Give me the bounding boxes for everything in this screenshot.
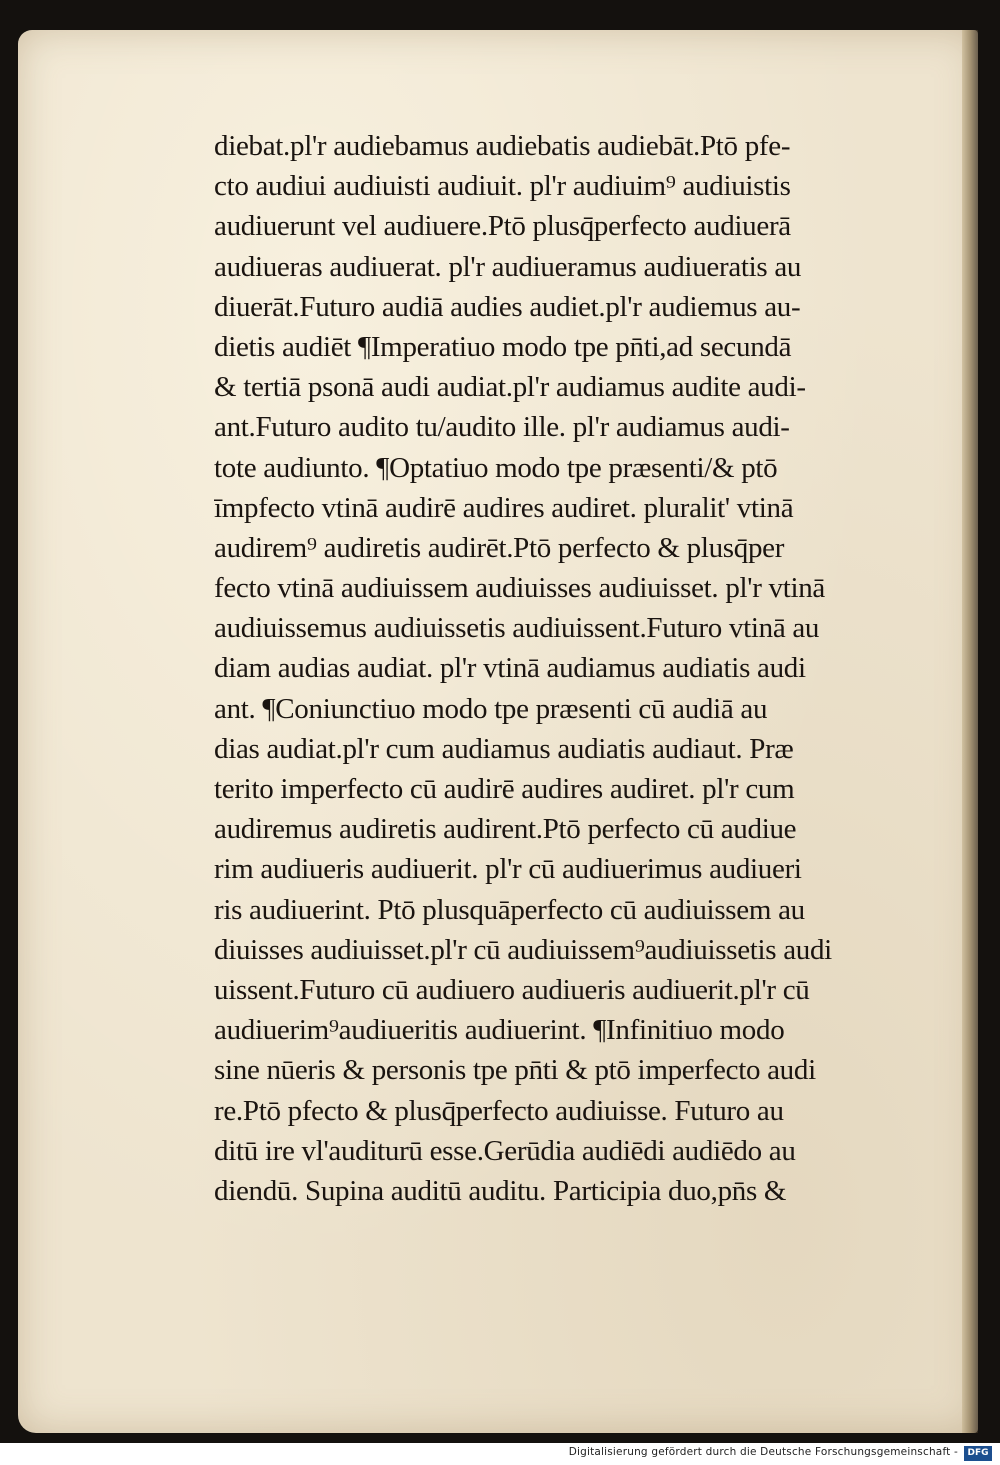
text-line: audiuerunt vel audiuere.Ptō plusq̄perfecto audiuerā	[214, 210, 791, 243]
text-line: audiuissemus audiuissetis audiuissent.Futuro vtinā au	[214, 612, 820, 645]
footer-bar	[0, 1443, 1000, 1465]
text-line: dias audiat.pl'r cum audiamus audiatis audiaut. Præ	[214, 732, 794, 765]
text-line: tote audiunto. ¶Optatiuo modo tpe præsenti/& ptō	[214, 451, 778, 484]
text-line: rim audiueris audiuerit. pl'r cū audiuerimus audiueri	[214, 853, 802, 886]
text-line: & tertiā psonā audi audiat.pl'r audiamus audite audi-	[214, 371, 806, 404]
text-line: uissent.Futuro cū audiuero audiueris audiuerit.pl'r cū	[214, 973, 810, 1006]
text-line: terito imperfecto cū audirē audires audiret. pl'r cum	[214, 773, 795, 805]
text-line: audiueras audiuerat. pl'r audiueramus audiueratis au	[214, 250, 802, 283]
text-line: ant. ¶Coniunctiuo modo tpe præsenti cū audiā au	[214, 692, 768, 725]
text-line: diuisses audiuisset.pl'r cū audiuissem⁹audiuissetis audi	[214, 933, 832, 966]
text-line: ris audiuerint. Ptō plusquāperfecto cū audiuissem au	[214, 893, 805, 926]
page-text-block	[214, 126, 944, 1211]
text-line: cto audiui audiuisti audiuit. pl'r audiuim⁹ audiuistis	[214, 170, 791, 203]
text-line: ditū ire vl'auditurū esse.Gerūdia audiēdi audiēdo au	[214, 1134, 796, 1167]
text-line: dietis audiēt ¶Imperatiuo modo tpe pn̄ti,ad secundā	[214, 330, 792, 363]
funding-credit: Digitalisierung gefördert durch die Deutsche Forschungsgemeinschaft -	[568, 1446, 958, 1458]
text-line: fecto vtinā audiuissem audiuisses audiuisset. pl'r vtinā	[214, 572, 826, 605]
text-line: audiremus audiretis audirent.Ptō perfecto cū audiue	[214, 813, 797, 846]
text-line: audiuerim⁹audiueritis audiuerint. ¶Infinitiuo modo	[214, 1014, 785, 1047]
text-line: ant.Futuro audito tu/audito ille. pl'r audiamus audi-	[214, 411, 790, 444]
text-line: sine nūeris & personis tpe pn̄ti & ptō imperfecto audi	[214, 1054, 816, 1087]
text-line: īmpfecto vtinā audirē audires audiret. pluralit' vtinā	[214, 491, 794, 524]
text-line: audirem⁹ audiretis audirēt.Ptō perfecto & plusq̄per	[214, 531, 785, 564]
text-line: diam audias audiat. pl'r vtinā audiamus audiatis audi	[214, 652, 806, 685]
text-line: diebat.pl'r audiebamus audiebatis audiebāt.Ptō pfe-	[214, 130, 791, 162]
text-line: diendū. Supina auditū auditu. Participia duo,pn̄s &	[214, 1174, 787, 1207]
book-binding-edge	[962, 30, 978, 1433]
dfg-logo: DFG	[964, 1446, 992, 1461]
text-line: re.Ptō pfecto & plusq̄perfecto audiuisse. Futuro au	[214, 1094, 784, 1127]
text-line: diuerāt.Futuro audiā audies audiet.pl'r audiemus au-	[214, 290, 801, 323]
